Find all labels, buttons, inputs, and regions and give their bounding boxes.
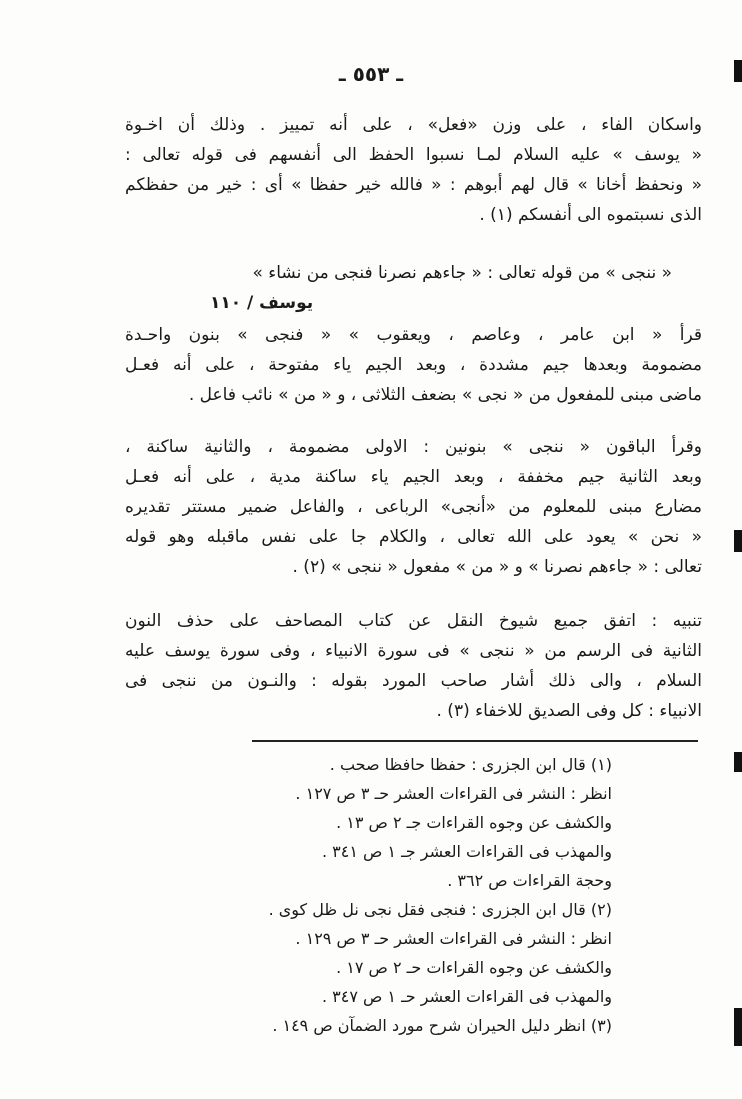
text-line: الذى نسبتموه الى أنفسكم (١) .: [479, 205, 702, 225]
text-line: واسكان الفاء ، على وزن «فعل» ، على أنه تمييز . وذلك أن اخـوة: [125, 115, 702, 135]
paragraph-3: [125, 432, 702, 582]
text-line: مضارع مبنى للمعلوم من «أنجى» الرباعى ، والفاعل ضمير مستتر تقديره: [125, 497, 702, 517]
footnote-line: (٣) انظر دليل الحيران شرح مورد الضمآن ص ١٤٩ .: [272, 1016, 612, 1035]
footnotes: [200, 750, 612, 1040]
scan-mark: [734, 752, 742, 772]
footnote-line: والمهذب فى القراءات العشر حـ ١ ص ٣٤٧ .: [321, 987, 612, 1006]
footnote-line: وحجة القراءات ص ٣٦٢ .: [447, 871, 612, 890]
text-line: ماضى مبنى للمفعول من « نجى » بضعف الثلاثى ، و « من » نائب فاعل .: [188, 385, 702, 405]
text-line: وبعد الثانية جيم مخففة ، وبعد الجيم ياء ساكنة مدية ، على أنه فعـل: [125, 467, 702, 487]
text-line: تنبيه : اتفق جميع شيوخ النقل عن كتاب المصاحف على حذف النون: [125, 611, 702, 631]
footnote-line: (٢) قال ابن الجزرى : فنجى فقل نجى نل ظل كوى .: [268, 900, 612, 919]
paragraph-1: [125, 110, 702, 230]
footnote-line: والمهذب فى القراءات العشر جـ ١ ص ٣٤١ .: [321, 842, 612, 861]
paragraph-2: [125, 320, 702, 410]
verse-reference: يوسف / ١١٠: [210, 293, 314, 313]
scan-mark: [734, 530, 742, 552]
footnote-line: انظر : النشر فى القراءات العشر حـ ٣ ص ١٢٧ .: [295, 784, 612, 803]
verse-line: « ننجى » من قوله تعالى : « جاءهم نصرنا فنجى من نشاء »: [252, 263, 672, 283]
text-line: تعالى : « جاءهم نصرنا » و « من » مفعول « ننجى » (٢) .: [292, 557, 702, 577]
footnote-line: انظر : النشر فى القراءات العشر حـ ٣ ص ١٢٩ .: [295, 929, 612, 948]
page-number: ـ ٥٥٣ ـ: [338, 62, 404, 86]
paragraph-note: [125, 606, 702, 726]
text-line: الثانية فى الرسم من « ننجى » فى سورة الانبياء ، وفى سورة يوسف عليه: [125, 641, 702, 661]
scan-mark: [734, 60, 742, 82]
footnote-line: والكشف عن وجوه القراءات حـ ٢ ص ١٧ .: [336, 958, 612, 977]
text-line: السلام ، والى ذلك أشار صاحب المورد بقوله : والنـون من ننجى فى: [125, 671, 702, 691]
text-line: « نحن » يعود على الله تعالى ، والكلام جا على نفس ماقبله وهو قوله: [125, 527, 702, 547]
text-line: « يوسف » عليه السلام لمـا نسبوا الحفظ الى أنفسهم فى قوله تعالى :: [125, 145, 702, 165]
footnote-line: والكشف عن وجوه القراءات جـ ٢ ص ١٣ .: [336, 813, 612, 832]
text-line: الانبياء : كل وفى الصديق للاخفاء (٣) .: [436, 701, 702, 721]
text-line: مضمومة وبعدها جيم مشددة ، وبعد الجيم ياء مفتوحة ، على أنه فعـل: [125, 355, 702, 375]
text-line: قرأ « ابن عامر ، وعاصم ، ويعقوب » « فنجى » بنون واحـدة: [125, 325, 702, 345]
footnote-line: (١) قال ابن الجزرى : حفظا حافظا صحب .: [329, 755, 612, 774]
scan-mark: [734, 1008, 742, 1046]
text-line: وقرأ الباقون « ننجى » بنونين : الاولى مضمومة ، والثانية ساكنة ،: [125, 437, 702, 457]
footnote-divider: [252, 740, 698, 742]
quoted-verse: [190, 258, 672, 318]
text-line: « ونحفظ أخانا » قال لهم أبوهم : « فالله خير حفظا » أى : خير من حفظكم: [125, 175, 702, 195]
